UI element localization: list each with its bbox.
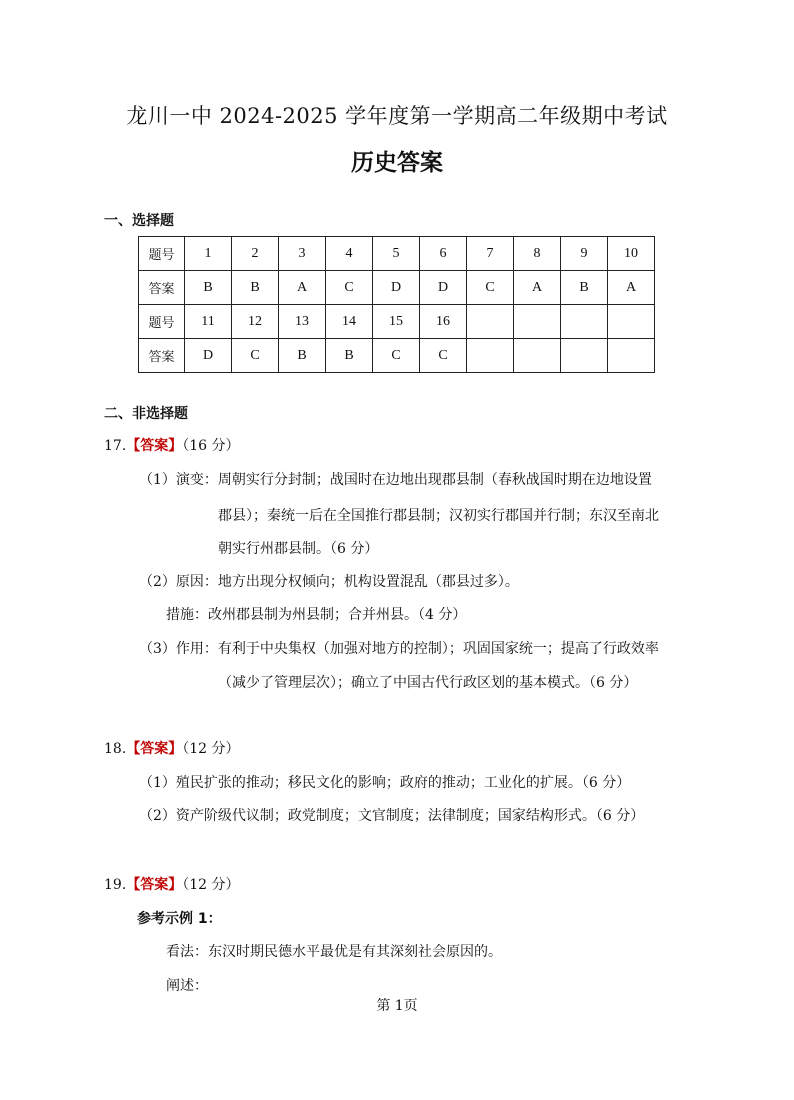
question-number: 15 xyxy=(373,305,420,339)
question-number: 14 xyxy=(326,305,373,339)
question-number: 8 xyxy=(514,237,561,271)
q19-elaborate: 阐述： xyxy=(166,978,208,994)
q17-line: 郡县）；秦统一后在全国推行郡县制；汉初实行郡国并行制；东汉至南北 xyxy=(218,508,659,524)
question-number: 10 xyxy=(608,237,655,271)
q17-line: 措施：改州郡县制为州县制；合并州县。（4 分） xyxy=(166,607,467,623)
answer-cell: B xyxy=(185,271,232,305)
empty-cell xyxy=(514,305,561,339)
q19-view: 看法：东汉时期民德水平最优是有其深刻社会原因的。 xyxy=(166,944,502,960)
answer-cell: C xyxy=(420,339,467,373)
answer-cell: D xyxy=(185,339,232,373)
table-row xyxy=(139,237,655,271)
answer-cell: B xyxy=(232,271,279,305)
q17-line: （减少了管理层次）；确立了中国古代行政区划的基本模式。（6 分） xyxy=(218,675,638,691)
answer-cell: D xyxy=(373,271,420,305)
answer-cell: A xyxy=(279,271,326,305)
table-row xyxy=(139,305,655,339)
score: （12 分） xyxy=(182,877,240,893)
question-number: 4 xyxy=(326,237,373,271)
answer-cell: A xyxy=(608,271,655,305)
empty-cell xyxy=(514,339,561,373)
answer-cell: C xyxy=(373,339,420,373)
row-header: 题号 xyxy=(139,305,185,339)
q17-line: （2）原因：地方出现分权倾向；机构设置混乱（郡县过多）。 xyxy=(139,574,519,590)
question-number: 16 xyxy=(420,305,467,339)
answer-cell: C xyxy=(232,339,279,373)
row-header: 题号 xyxy=(139,237,185,271)
section1-heading: 一、选择题 xyxy=(104,213,174,229)
answer-tag: 【答案】 xyxy=(126,741,183,757)
empty-cell xyxy=(561,305,608,339)
document-title: 龙川一中 2024-2025 学年度第一学期高二年级期中考试 xyxy=(126,104,668,128)
answer-tag: 【答案】 xyxy=(126,877,183,893)
answer-cell: B xyxy=(326,339,373,373)
question-number: 12 xyxy=(232,305,279,339)
answer-table xyxy=(138,236,655,373)
q17-line: （3）作用：有利于中央集权（加强对地方的控制）；巩固国家统一；提高了行政效率 xyxy=(139,641,659,657)
q17-line: （1）演变：周朝实行分封制；战国时在边地出现郡县制（春秋战国时期在边地设置 xyxy=(139,472,652,488)
answer-cell: C xyxy=(326,271,373,305)
table-row xyxy=(139,339,655,373)
empty-cell xyxy=(608,339,655,373)
empty-cell xyxy=(608,305,655,339)
empty-cell xyxy=(467,339,514,373)
answer-cell: A xyxy=(514,271,561,305)
q19-example-label: 参考示例 1： xyxy=(137,911,222,927)
answer-cell: B xyxy=(561,271,608,305)
question-number: 9 xyxy=(561,237,608,271)
score: （12 分） xyxy=(182,741,240,757)
question-number: 13 xyxy=(279,305,326,339)
answer-cell: C xyxy=(467,271,514,305)
empty-cell xyxy=(467,305,514,339)
question-number: 19. xyxy=(104,877,127,893)
page-number: 第 1页 xyxy=(376,998,418,1014)
question-number: 5 xyxy=(373,237,420,271)
answer-cell: B xyxy=(279,339,326,373)
question-number: 2 xyxy=(232,237,279,271)
q18-line: （1）殖民扩张的推动；移民文化的影响；政府的推动；工业化的扩展。（6 分） xyxy=(139,775,631,791)
question-number: 11 xyxy=(185,305,232,339)
question-number: 1 xyxy=(185,237,232,271)
question-number: 17. xyxy=(104,438,127,454)
q17-header xyxy=(104,436,240,456)
question-number: 18. xyxy=(104,741,127,757)
answer-tag: 【答案】 xyxy=(126,438,183,454)
section2-heading: 二、非选择题 xyxy=(104,406,188,422)
q18-line: （2）资产阶级代议制；政党制度；文官制度；法律制度；国家结构形式。（6 分） xyxy=(139,808,645,824)
q18-header xyxy=(104,739,240,759)
answer-cell: D xyxy=(420,271,467,305)
q19-header xyxy=(104,875,240,895)
question-number: 3 xyxy=(279,237,326,271)
empty-cell xyxy=(561,339,608,373)
question-number: 7 xyxy=(467,237,514,271)
q17-line: 朝实行州郡县制。（6 分） xyxy=(218,541,379,557)
row-header: 答案 xyxy=(139,339,185,373)
score: （16 分） xyxy=(182,438,240,454)
document-subtitle: 历史答案 xyxy=(351,150,443,176)
question-number: 6 xyxy=(420,237,467,271)
row-header: 答案 xyxy=(139,271,185,305)
table-row xyxy=(139,271,655,305)
